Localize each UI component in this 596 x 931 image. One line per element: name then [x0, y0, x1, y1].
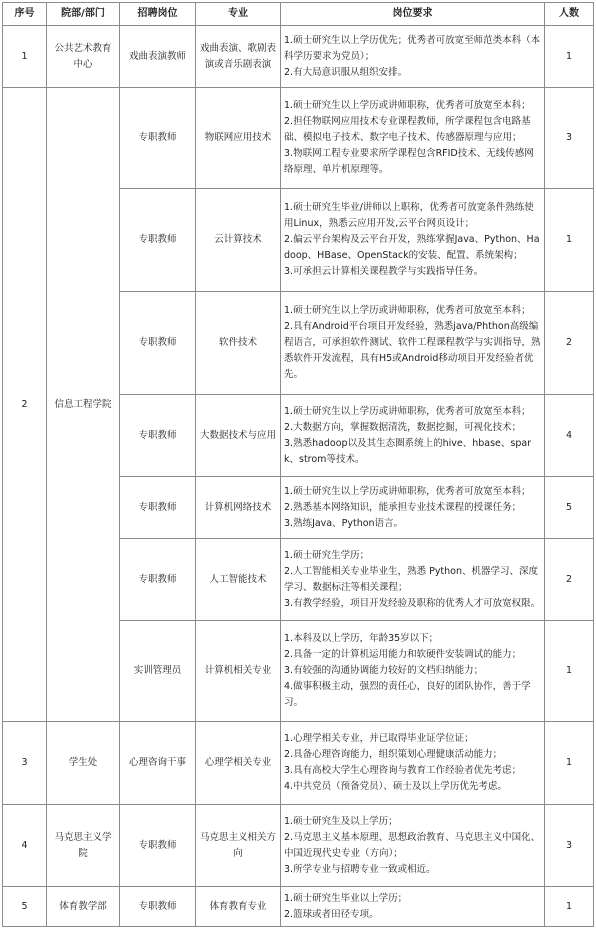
- row-position: 专职教师: [120, 395, 196, 477]
- requirement-line: 1.硕士研究生以上学历或讲师职称，优秀者可放宽至本科；: [284, 305, 531, 316]
- row-requirements: [281, 26, 545, 88]
- header-position: 招聘岗位: [120, 3, 196, 26]
- row-count: 1: [545, 621, 594, 722]
- row-requirements: [281, 722, 545, 805]
- row-count: 1: [545, 887, 594, 927]
- header-requirements: 岗位要求: [281, 3, 545, 26]
- header-dept: 院部/部门: [47, 3, 120, 26]
- requirement-line: 3.熟悉hadoop以及其生态圈系统上的hive、hbase、spark、strom等技术。: [284, 437, 532, 465]
- requirement-line: 2.具有Android平台项目开发经验，熟悉java/Phthon高级编程语言，可承担软件测试、软件工程课程教学与实训指导，熟悉软件开发流程，具有H5或Android移动项目开发经验者优先。: [284, 321, 541, 380]
- header-no: 序号: [3, 3, 47, 26]
- row-dept: 体育教学部: [47, 887, 120, 927]
- row-position: 专职教师: [120, 292, 196, 395]
- row-no: 5: [3, 887, 47, 927]
- row-position: 戏曲表演教师: [120, 26, 196, 88]
- requirement-line: 3.物联网工程专业要求所学课程包含RFID技术、无线传感网络原理、单片机原理等。: [284, 148, 534, 175]
- row-requirements: [281, 88, 545, 189]
- requirement-line: 2.有大局意识服从组织安排。: [284, 66, 408, 78]
- table-row: [3, 26, 594, 88]
- row-requirements: [281, 539, 545, 621]
- row-position: 专职教师: [120, 887, 196, 927]
- requirement-line: 2.担任物联网应用技术专业课程教师，所学课程包含电路基础、模拟电子技术、数字电子技术、传感器原理与应用；: [284, 116, 531, 143]
- requirement-line: 4.中共党员（预备党员）、硕士及以上学历优先考虑。: [284, 781, 507, 792]
- recruitment-table: [2, 2, 594, 927]
- requirement-line: 1.硕士研究生及以上学历；: [284, 815, 398, 827]
- requirement-line: 2.马克思主义基本原理、思想政治教育、马克思主义中国化、中国近现代史专业（方向）；: [284, 831, 541, 859]
- header-count: 人数: [545, 3, 594, 26]
- row-major: 计算机相关专业: [196, 621, 281, 722]
- row-no: 1: [3, 26, 47, 88]
- requirement-line: 1.心理学相关专业，并已取得毕业证学位证；: [284, 733, 474, 744]
- row-no: 3: [3, 722, 47, 805]
- requirement-line: 2.偏云平台架构及云平台开发，熟练掌握Java、Python、Hadoop、HBase、OpenStack的安装、配置、系统架构；: [284, 234, 540, 261]
- header-major: 专业: [196, 3, 281, 26]
- row-count: 4: [545, 395, 594, 477]
- row-no: 2: [3, 88, 47, 722]
- requirement-line: 2.人工智能相关专业毕业生，熟悉 Python、机器学习、深度学习、数据标注等相关课程；: [284, 565, 539, 593]
- requirement-line: 2.篮球或者田径专项。: [284, 908, 379, 920]
- requirement-line: 1.本科及以上学历，年龄35岁以下；: [284, 633, 439, 644]
- requirement-line: 1.硕士研究生以上学历或讲师职称，优秀者可放宽至本科；: [284, 100, 531, 111]
- table-row: [3, 805, 594, 887]
- row-position: 专职教师: [120, 477, 196, 539]
- row-position: 专职教师: [120, 88, 196, 189]
- row-major: 马克思主义相关方向: [196, 805, 281, 887]
- row-position: 专职教师: [120, 189, 196, 292]
- table-row: [3, 887, 594, 927]
- row-count: 3: [545, 805, 594, 887]
- row-count: 2: [545, 539, 594, 621]
- requirement-line: 3.具有高校大学生心理咨询与教育工作经验者优先考虑；: [284, 765, 522, 776]
- row-position: 专职教师: [120, 805, 196, 887]
- row-dept: 信息工程学院: [47, 88, 120, 722]
- row-major: 戏曲表演、歌剧表演或音乐剧表演: [196, 26, 281, 88]
- row-count: 1: [545, 189, 594, 292]
- row-position: 心理咨询干事: [120, 722, 196, 805]
- row-count: 5: [545, 477, 594, 539]
- requirement-line: 1.硕士研究生以上学历或讲师职称，优秀者可放宽至本科；: [284, 405, 531, 417]
- row-count: 1: [545, 722, 594, 805]
- requirement-line: 1.硕士研究生以上学历优先；优秀者可放宽至师范类本科（本科学历要求为党员）；: [284, 34, 541, 62]
- row-dept: 马克思主义学院: [47, 805, 120, 887]
- table-row: [3, 722, 594, 805]
- requirement-line: 2.具备一定的计算机运用能力和软硬件安装调试的能力；: [284, 649, 522, 660]
- row-requirements: [281, 292, 545, 395]
- row-major: 心理学相关专业: [196, 722, 281, 805]
- requirement-line: 4.做事积极主动，强烈的责任心，良好的团队协作，善于学习。: [284, 681, 531, 708]
- row-requirements: [281, 189, 545, 292]
- requirement-line: 1.硕士研究生毕业以上学历；: [284, 892, 408, 904]
- requirement-line: 2.具备心理咨询能力，组织策划心理健康活动能力；: [284, 749, 503, 760]
- requirement-line: 3.所学专业与招聘专业一致或相近。: [284, 863, 436, 875]
- row-count: 1: [545, 26, 594, 88]
- header-row: [3, 3, 594, 26]
- row-major: 计算机网络技术: [196, 477, 281, 539]
- table-row: [3, 88, 594, 189]
- row-dept: 学生处: [47, 722, 120, 805]
- requirement-line: 1.硕士研究生学历；: [284, 549, 370, 561]
- row-major: 物联网应用技术: [196, 88, 281, 189]
- requirement-line: 1.硕士研究生毕业/讲师以上职称，优秀者可放宽条件熟练使用Linux，熟悉云应用开发,云平台网页设计；: [284, 202, 534, 229]
- requirement-line: 3.熟练Java、Python语言。: [284, 517, 404, 529]
- row-requirements: [281, 805, 545, 887]
- row-requirements: [281, 887, 545, 927]
- requirement-line: 2.熟悉基本网络知识，能承担专业技术课程的授课任务；: [284, 501, 522, 513]
- row-position: 专职教师: [120, 539, 196, 621]
- row-count: 2: [545, 292, 594, 395]
- requirement-line: 3.可承担云计算相关课程教学与实践指导任务。: [284, 266, 484, 277]
- row-position: 实训管理员: [120, 621, 196, 722]
- row-major: 人工智能技术: [196, 539, 281, 621]
- row-no: 4: [3, 805, 47, 887]
- requirement-line: 2.大数据方向，掌握数据清洗，数据挖掘，可视化技术；: [284, 421, 522, 433]
- row-count: 3: [545, 88, 594, 189]
- row-major: 云计算技术: [196, 189, 281, 292]
- row-major: 软件技术: [196, 292, 281, 395]
- row-requirements: [281, 477, 545, 539]
- row-major: 大数据技术与应用: [196, 395, 281, 477]
- row-requirements: [281, 395, 545, 477]
- requirement-line: 1.硕士研究生以上学历或讲师职称，优秀者可放宽至本科；: [284, 485, 531, 497]
- row-dept: 公共艺术教育中心: [47, 26, 120, 88]
- row-major: 体育教育专业: [196, 887, 281, 927]
- row-requirements: [281, 621, 545, 722]
- requirement-line: 3.有较强的沟通协调能力较好的文档归纳能力；: [284, 665, 484, 676]
- requirement-line: 3.有教学经验，项目开发经验及职称的优秀人才可放宽权限。: [284, 597, 541, 609]
